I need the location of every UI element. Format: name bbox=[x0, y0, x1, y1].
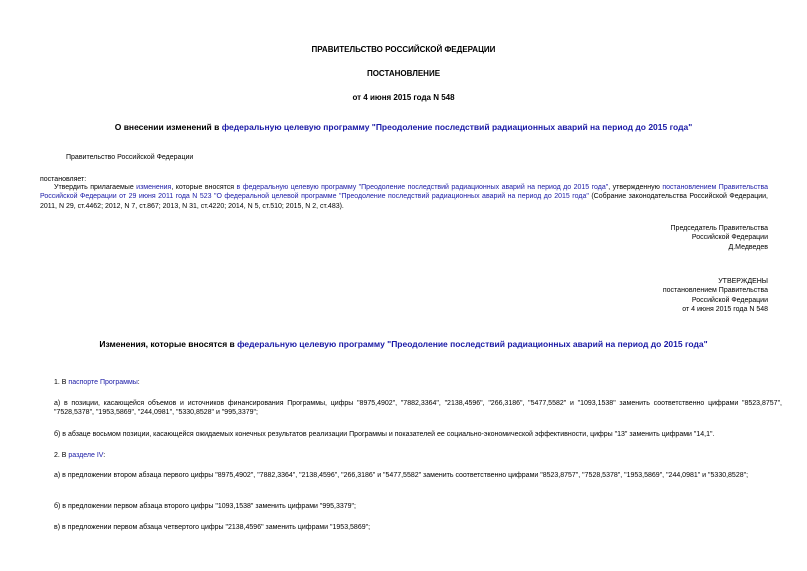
item-2a: а) в предложении втором абзаца первого цифры "8975,4902", "7882,3364", "2138,4596", "266,3186" и "5477,5582" заменить соответственно цифрами "8523,8757", "7528,5378", "1953,5869", "244,0981" и "5330,8528"; bbox=[54, 472, 749, 479]
item-2-text: 2. В bbox=[54, 452, 69, 459]
program-link-3[interactable]: федеральную целевую программу "Преодоление последствий радиационных аварий на период до 2015 года" bbox=[237, 339, 708, 349]
signature-line-2: Российской Федерации bbox=[691, 234, 768, 242]
approved-line-3: Российской Федерации bbox=[691, 296, 768, 304]
government-label: Правительство Российской Федерации bbox=[66, 154, 194, 161]
section-iv-link[interactable]: разделе IV bbox=[68, 452, 104, 459]
changes-title bbox=[0, 339, 807, 350]
document-title bbox=[0, 122, 807, 133]
program-link[interactable]: федеральную целевую программу "Преодоление последствий радиационных аварий на период до 2015 года" bbox=[221, 122, 693, 132]
item-2-end: : bbox=[103, 452, 106, 459]
passport-link[interactable]: паспорте Программы bbox=[68, 379, 138, 386]
doc-type-heading: ПОСТАНОВЛЕНИЕ bbox=[366, 69, 441, 78]
item-2 bbox=[40, 451, 782, 460]
approved-line-2: постановлением Правительства bbox=[662, 287, 768, 295]
decree-body bbox=[40, 183, 768, 211]
item-1a: а) в позиции, касающейся объемов и источников финансирования Программы, цифры "8975,4902", "7882,3364", "2138,4596", "266,3186", "5477,5582" и "1093,1538" заменить соответственно цифрами "8523,8757", "7528,5378", "1953,5869", "244,0981", "5330,8528" и "995,3379"; bbox=[54, 400, 782, 417]
signature-block bbox=[671, 224, 768, 252]
changes-title-prefix: Изменения, которые вносятся в bbox=[99, 339, 238, 349]
item-1-text: 1. В bbox=[54, 379, 69, 386]
program-link-2[interactable]: в федеральную целевую программу "Преодоление последствий радиационных аварий на период до 2015 года" bbox=[236, 184, 609, 191]
item-2v: в) в предложении первом абзаца четвертого цифры "2138,4596" заменить цифрами "1953,5869"; bbox=[54, 524, 371, 531]
approved-line-1: УТВЕРЖДЕНЫ bbox=[718, 278, 768, 285]
approved-line-4: от 4 июня 2015 года N 548 bbox=[682, 306, 768, 314]
decree-text-1: Утвердить прилагаемые bbox=[54, 184, 137, 191]
org-heading: ПРАВИТЕЛЬСТВО РОССИЙСКОЙ ФЕДЕРАЦИИ bbox=[311, 45, 496, 54]
decree-text-4: (Собрание законодательства Российской Федерации, 2011, N 29, ст.4462; 2012, N 7, ст.867; 2013, N 31, ст.4220; 2014, N 5, ст.510; 2015, N 2, ст.483). bbox=[40, 193, 768, 210]
decree-label: постановляет: bbox=[40, 176, 87, 183]
signature-line-1: Председатель Правительства bbox=[670, 225, 768, 232]
item-1-end: : bbox=[137, 379, 140, 386]
decree-text-3: , утвержденную bbox=[608, 184, 663, 191]
item-2b: б) в предложении первом абзаца второго цифры "1093,1538" заменить цифрами "995,3379"; bbox=[54, 503, 356, 510]
item-1b: б) в абзаце восьмом позиции, касающейся ожидаемых конечных результатов реализации Программы и показателей ее социально-экономической эффективности, цифры "13" заменить цифрами "14,1". bbox=[54, 431, 715, 438]
signature-line-3: Д.Медведев bbox=[728, 243, 768, 251]
approved-block bbox=[663, 277, 768, 315]
changes-link[interactable]: изменения bbox=[136, 184, 172, 191]
doc-date-heading: от 4 июня 2015 года N 548 bbox=[352, 93, 455, 102]
item-1 bbox=[40, 378, 782, 387]
title-prefix: О внесении изменений в bbox=[114, 122, 222, 132]
resolution-link[interactable]: постановлением Правительства Российской Федерации от 29 июня 2011 года N 523 "О федеральной целевой программе "Преодоление последствий радиационных аварий на период до 2015 года" bbox=[40, 184, 768, 201]
decree-text-2: , которые вносятся bbox=[171, 184, 237, 191]
